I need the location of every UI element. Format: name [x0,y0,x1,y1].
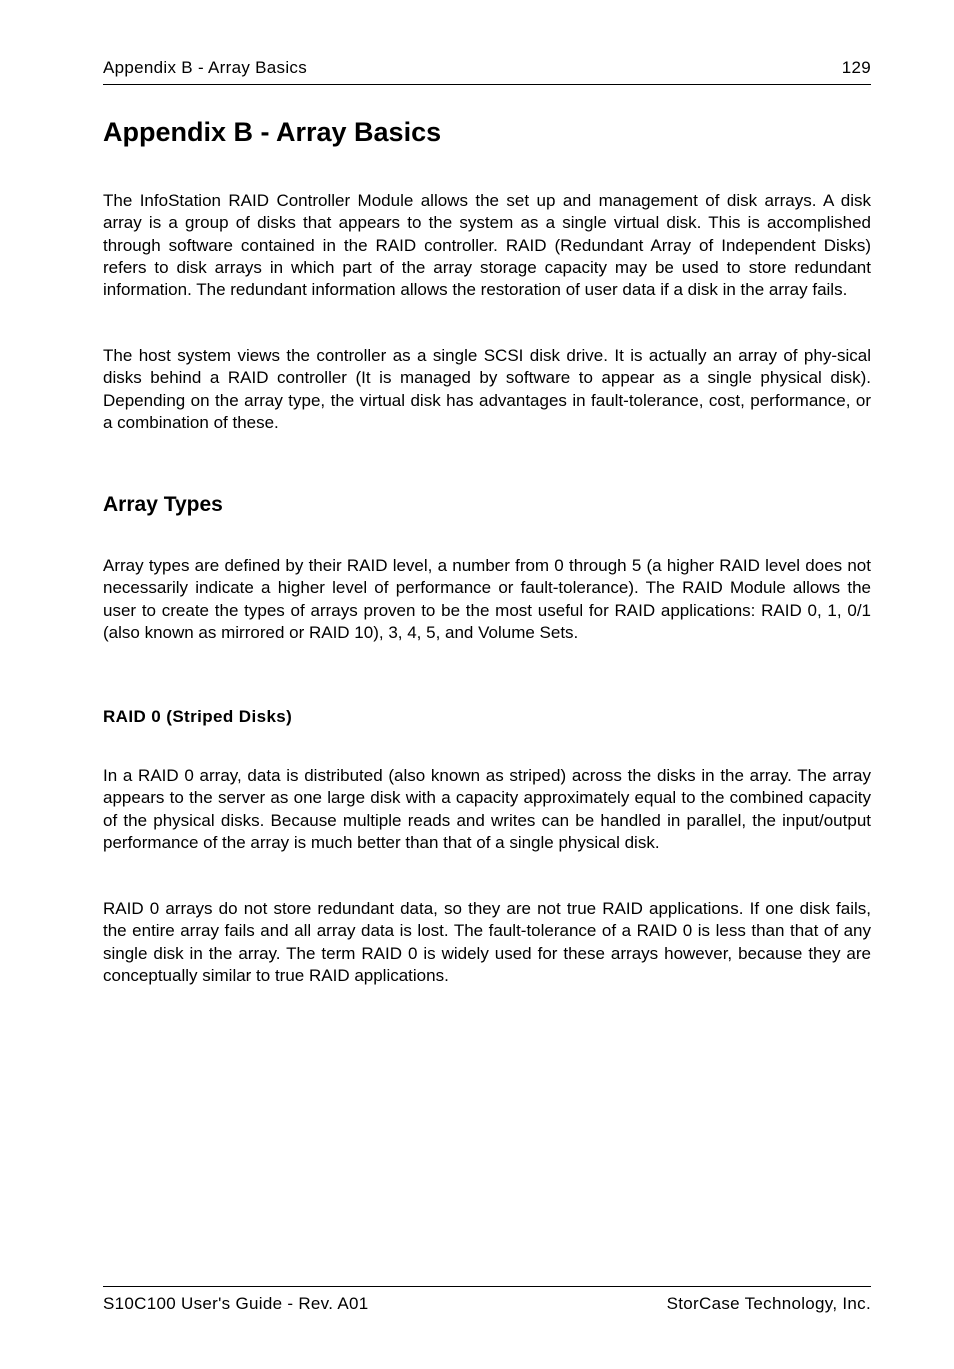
footer-document-title: S10C100 User's Guide - Rev. A01 [103,1294,369,1313]
raid0-paragraph-2: RAID 0 arrays do not store redundant data, so they are not true RAID applications. If one disk fails, the entire array fails and all array data is lost. The fault-tolerance of a RAID 0 is less than that of any single disk in the array. The term RAID 0 is widely used for these arrays however, because they are conceptually similar to true RAID applications. [103,899,871,985]
header-chapter-title: Appendix B - Array Basics [103,58,308,77]
intro-paragraph-1: The InfoStation RAID Controller Module allows the set up and management of disk arrays. A disk array is a group of disks that appears to the system as a single virtual disk. This is accomplished through software contained in the RAID controller. RAID (Redundant Array of Independent Disks) refers to disk arrays in which part of the array storage capacity may be used to store redundant information. The redundant information allows the restoration of user data if a disk in the array fails. [103,191,871,300]
page-number: 129 [841,58,871,77]
footer-company: StorCase Technology, Inc. [666,1294,871,1313]
page-title: Appendix B - Array Basics [103,117,442,147]
document-page [103,0,871,1369]
running-footer [103,1286,871,1313]
section-heading-array-types: Array Types [103,493,223,516]
running-header [103,58,871,85]
intro-paragraph-2: The host system views the controller as a single SCSI disk drive. It is actually an array of phy-sical disks behind a RAID controller (It is managed by software to appear as a single physical disk). Depending on the array type, the virtual disk has advantages in fault-tolerance, cost, performance, or a combination of these. [103,346,871,432]
subsection-heading-raid0: RAID 0 (Striped Disks) [103,707,293,726]
array-types-paragraph: Array types are defined by their RAID level, a number from 0 through 5 (a higher RAID level does not necessarily indicate a higher level of performance or fault-tolerance). The RAID Module allows the user to create the types of arrays proven to be the most useful for RAID applications: RAID 0, 1, 0/1 (also known as mirrored or RAID 10), 3, 4, 5, and Volume Sets. [103,556,871,642]
raid0-paragraph-1: In a RAID 0 array, data is distributed (also known as striped) across the disks in the array. The array appears to the server as one large disk with a capacity approximately equal to the combined capacity of the physical disks. Because multiple reads and writes can be handled in parallel, the input/output performance of the array is much better than that of a single physical disk. [103,766,871,852]
